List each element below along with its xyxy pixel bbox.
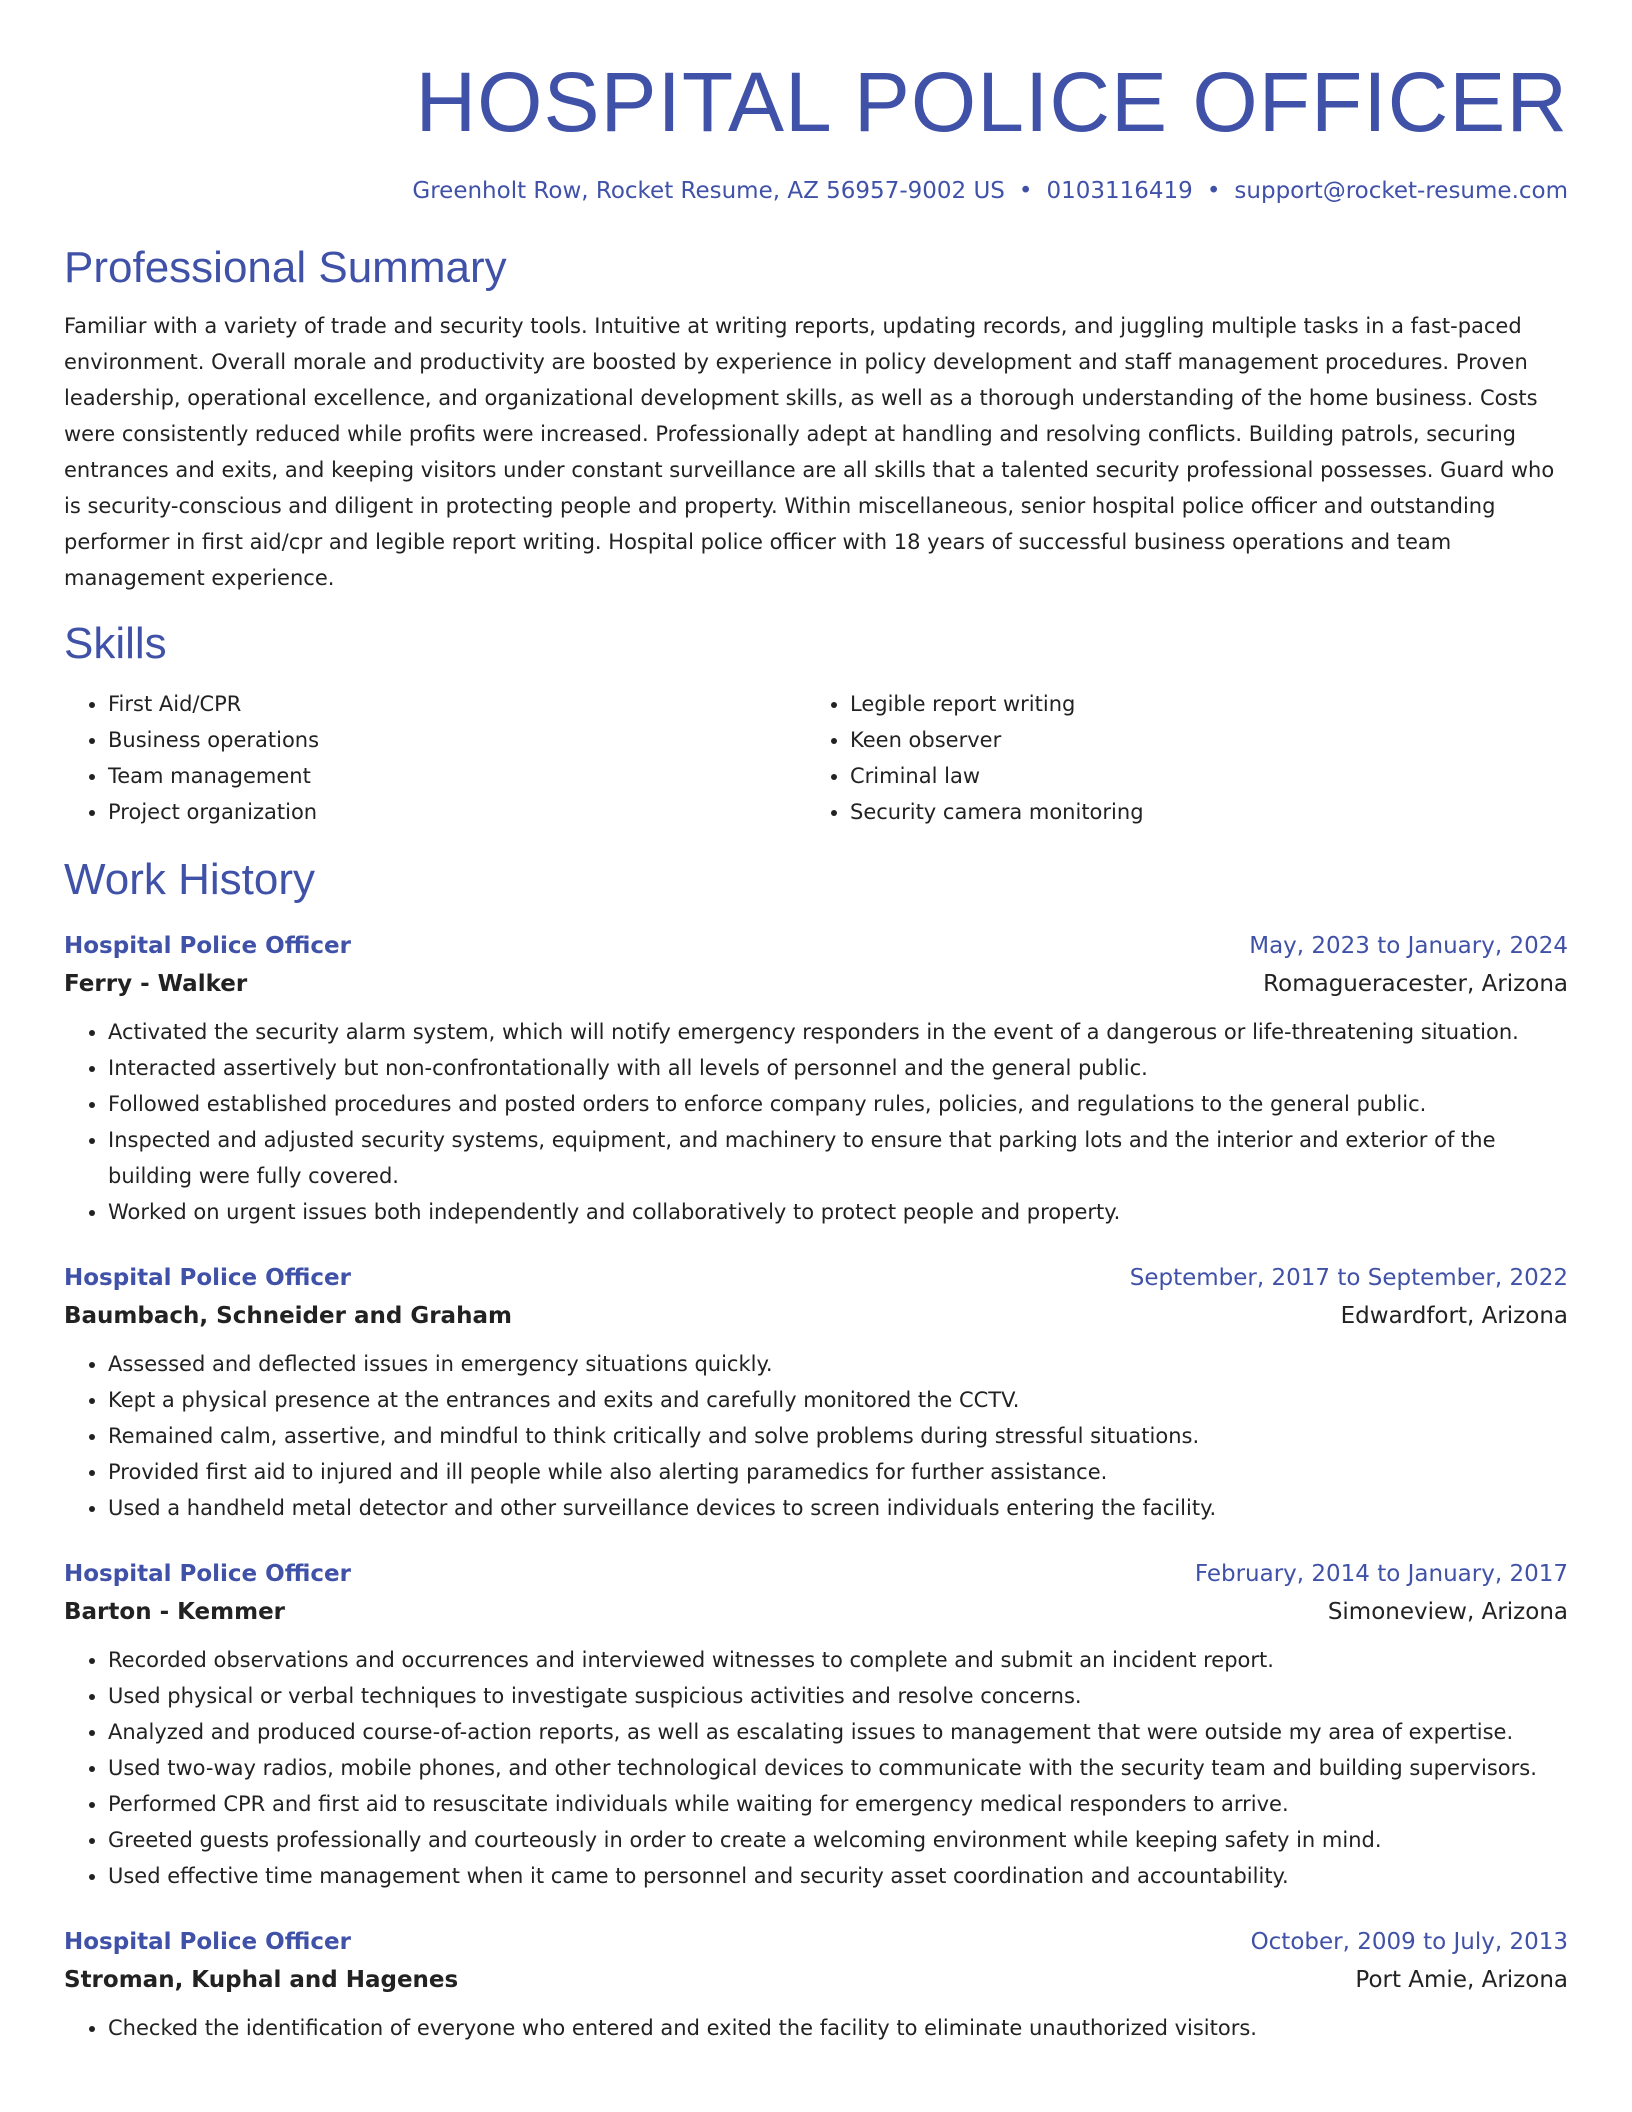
contact-address: Greenholt Row, Rocket Resume, AZ 56957-9002 US <box>412 178 1005 204</box>
skills-column-right <box>806 686 1548 830</box>
job-location: Port Amie, Arizona <box>1355 1967 1568 1993</box>
job-bullet: • Activated the security alarm system, which will notify emergency responders in the event of a dangerous or life-threatening situation. <box>108 1014 1568 1050</box>
job-bullet: • Kept a physical presence at the entrances and exits and carefully monitored the CCTV. <box>108 1382 1568 1418</box>
job-bullet: • Performed CPR and first aid to resuscitate individuals while waiting for emergency medical responders to arrive. <box>108 1786 1568 1822</box>
job-bullet: • Used a handheld metal detector and other surveillance devices to screen individuals entering the facility. <box>108 1490 1568 1526</box>
job-entry <box>64 928 1568 1230</box>
job-bullets <box>64 1642 1568 1894</box>
job-company: Baumbach, Schneider and Graham <box>64 1303 512 1329</box>
job-company-row <box>64 1592 1568 1632</box>
skills-column-left <box>64 686 806 830</box>
job-bullet: • Followed established procedures and posted orders to enforce company rules, policies, and regulations to the general public. <box>108 1086 1568 1122</box>
skills-heading: Skills <box>64 619 167 668</box>
skill-item: • Project organization <box>108 794 806 830</box>
contact-email[interactable]: support@rocket-resume.com <box>1234 178 1568 204</box>
job-entry <box>64 1924 1568 2046</box>
job-dates: October, 2009 to July, 2013 <box>1250 1929 1568 1955</box>
work-history-heading: Work History <box>64 855 315 904</box>
skills-list <box>64 686 1568 830</box>
contact-phone: 0103116419 <box>1046 178 1193 204</box>
skill-item: • Security camera monitoring <box>850 794 1548 830</box>
job-location: Romagueracester, Arizona <box>1263 971 1568 997</box>
contact-separator: • <box>1018 178 1033 204</box>
job-bullet: • Recorded observations and occurrences and interviewed witnesses to complete and submit an incident report. <box>108 1642 1568 1678</box>
job-entry <box>64 1556 1568 1894</box>
job-bullets <box>64 2010 1568 2046</box>
job-title: Hospital Police Officer <box>64 933 351 959</box>
job-entry <box>64 1260 1568 1526</box>
contact-separator: • <box>1206 178 1221 204</box>
job-bullet: • Interacted assertively but non-confrontationally with all levels of personnel and the general public. <box>108 1050 1568 1086</box>
summary-heading: Professional Summary <box>64 243 507 292</box>
job-bullet: • Provided first aid to injured and ill people while also alerting paramedics for further assistance. <box>108 1454 1568 1490</box>
job-bullet: • Worked on urgent issues both independently and collaboratively to protect people and property. <box>108 1194 1568 1230</box>
job-company: Stroman, Kuphal and Hagenes <box>64 1967 459 1993</box>
resume-name: HOSPITAL POLICE OFFICER <box>415 55 1568 149</box>
job-bullet: • Remained calm, assertive, and mindful to think critically and solve problems during stressful situations. <box>108 1418 1568 1454</box>
job-bullet: • Used physical or verbal techniques to investigate suspicious activities and resolve concerns. <box>108 1678 1568 1714</box>
skill-item: • Criminal law <box>850 758 1548 794</box>
job-title: Hospital Police Officer <box>64 1265 351 1291</box>
job-company: Ferry - Walker <box>64 971 248 997</box>
job-bullet: • Used two-way radios, mobile phones, and other technological devices to communicate with the security team and building supervisors. <box>108 1750 1568 1786</box>
job-header-row <box>64 1556 1568 1592</box>
contact-line <box>64 176 1568 206</box>
job-title: Hospital Police Officer <box>64 1561 351 1587</box>
job-title: Hospital Police Officer <box>64 1929 351 1955</box>
job-dates: May, 2023 to January, 2024 <box>1249 933 1568 959</box>
job-dates: February, 2014 to January, 2017 <box>1194 1561 1568 1587</box>
job-bullet: • Analyzed and produced course-of-action reports, as well as escalating issues to management that were outside my area of expertise. <box>108 1714 1568 1750</box>
job-header-row <box>64 1924 1568 1960</box>
job-company: Barton - Kemmer <box>64 1599 286 1625</box>
job-bullets <box>64 1346 1568 1526</box>
job-header-row <box>64 1260 1568 1296</box>
job-bullet: • Used effective time management when it came to personnel and security asset coordination and accountability. <box>108 1858 1568 1894</box>
job-header-row <box>64 928 1568 964</box>
skill-item: • First Aid/CPR <box>108 686 806 722</box>
job-location: Edwardfort, Arizona <box>1340 1303 1568 1329</box>
job-bullet: • Inspected and adjusted security systems, equipment, and machinery to ensure that parking lots and the interior and exterior of the building were fully covered. <box>108 1122 1568 1194</box>
job-company-row <box>64 1960 1568 2000</box>
job-bullets <box>64 1014 1568 1230</box>
job-bullet: • Checked the identification of everyone who entered and exited the facility to eliminate unauthorized visitors. <box>108 2010 1568 2046</box>
skill-item: • Keen observer <box>850 722 1548 758</box>
job-bullet: • Assessed and deflected issues in emergency situations quickly. <box>108 1346 1568 1382</box>
job-bullet: • Greeted guests professionally and courteously in order to create a welcoming environment while keeping safety in mind. <box>108 1822 1568 1858</box>
skill-item: • Legible report writing <box>850 686 1548 722</box>
job-location: Simoneview, Arizona <box>1327 1599 1568 1625</box>
summary-text: Familiar with a variety of trade and security tools. Intuitive at writing reports, updating records, and juggling multiple tasks in a fast-paced environment. Overall morale and productivity are boosted by experience in policy development and staff management procedures. Proven leadership, operational excellence, and organizational development skills, as well as a thorough understanding of the home business. Costs were consistently reduced while profits were increased. Professionally adept at handling and resolving conflicts. Building patrols, securing entrances and exits, and keeping visitors under constant surveillance are all skills that a talented security professional possesses. Guard who is security-conscious and diligent in protecting people and property. Within miscellaneous, senior hospital police officer and outstanding performer in first aid/cpr and legible report writing. Hospital police officer with 18 years of successful business operations and team management experience. <box>64 314 1555 590</box>
job-company-row <box>64 1296 1568 1336</box>
job-dates: September, 2017 to September, 2022 <box>1129 1265 1568 1291</box>
skill-item: • Business operations <box>108 722 806 758</box>
resume-page <box>64 0 1568 2046</box>
skill-item: • Team management <box>108 758 806 794</box>
job-company-row <box>64 964 1568 1004</box>
